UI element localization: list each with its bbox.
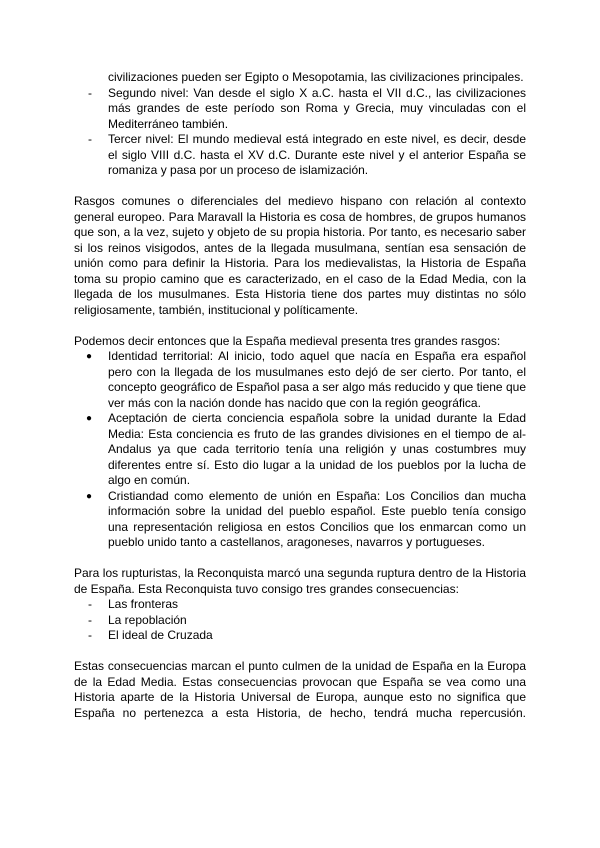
list-item [74,86,526,133]
list-marker: - [88,85,92,100]
list-item-text: El ideal de Cruzada [108,628,213,642]
consecuencias-list [74,597,526,644]
list-item [74,132,526,179]
paragraph-tres-rasgos-intro: Podemos decir entonces que la España medieval presenta tres grandes rasgos: [74,333,501,348]
list-marker: - [88,597,92,611]
paragraph-rasgos-comunes: Rasgos comunes o diferenciales del medievo hispano con relación al contexto general europeo. Para Maravall la Historia es cosa de hombres, de grupos humanos que son, a la vez, sujeto y objeto de su propia historia. Por tanto, es necesario saber si los reinos visigodos, antes de la llegada musulmana, sentían esa sensación de unión como para definir la Historia. Para los medievalistas, la Historia de España toma su propio camino que es caracterizado, en el caso de la Edad Media, con la llegada de los musulmanes. Esta Historia tiene dos partes muy distintas no sólo religiosamente, también, institucional y políticamente. [74,194,526,317]
bullet-icon: ● [86,351,93,362]
list-marker: - [88,628,92,642]
list-item [74,411,526,489]
list-item [74,489,526,551]
list-marker: - [88,132,92,146]
list-item [74,628,526,644]
list-item-text: Cristiandad como elemento de unión en España: Los Concilios dan mucha información sobre la unidad del pueblo español. Este pueblo tenía consigo una representación religiosa en estos Concilios que los enmarcan como un pueblo unido tanto a castellanos, aragoneses, navarros y portugueses. [108,488,526,549]
list-marker: - [88,612,92,627]
levels-list [74,70,526,179]
list-item [74,70,526,86]
bullet-icon: ● [86,490,93,502]
list-item-text: Identidad territorial: Al inicio, todo aquel que nacía en España era español pero con la llegada de los musulmanes esto dejó de ser cierto. Por tanto, el concepto geográfico de Español pasa a ser algo más reducido y que tiene que ver más con la nación donde has nacido que con la región geográfica. [108,349,526,410]
list-item [74,349,526,411]
list-item-text: Las fronteras [108,597,179,611]
list-item-text: Aceptación de cierta conciencia española sobre la unidad durante la Edad Media: Esta conciencia es fruto de las grandes divisiones en el tiempo de al-Andalus ya que cada territorio tenía una religión y unas costumbres muy diferentes entre sí. Esto dio lugar a la unidad de los pueblos por la lucha de algo en común. [108,411,526,487]
paragraph-rupturistas: Para los rupturistas, la Reconquista marcó una segunda ruptura dentro de la Historia de España. Esta Reconquista tuvo consigo tres grandes consecuencias: [74,566,526,596]
list-item-text: Segundo nivel: Van desde el siglo X a.C. hasta el VII d.C., las civilizaciones más grandes de este período son Roma y Grecia, muy vinculadas con el Mediterráneo también. [108,85,526,131]
list-item [74,613,526,629]
paragraph-consecuencias: Estas consecuencias marcan el punto culmen de la unidad de España en la Europa de la Edad Media. Estas consecuencias provocan que España se vea como una Historia aparte de la Historia Universal de Europa, aunque esto no significa que España no pertenezca a esta Historia, de hecho, tendrá mucha repercusión. [74,659,526,720]
list-item-text: La repoblación [108,612,187,627]
list-item-text: civilizaciones pueden ser Egipto o Mesopotamia, las civilizaciones principales. [108,70,524,84]
list-item-text: Tercer nivel: El mundo medieval está integrado en este nivel, es decir, desde el siglo VIII d.C. hasta el XV d.C. Durante este nivel y el anterior España se romaniza y pasa por un proceso de islamización. [108,132,526,177]
rasgos-list [74,349,526,551]
list-item [74,597,526,613]
bullet-icon: ● [86,413,93,424]
